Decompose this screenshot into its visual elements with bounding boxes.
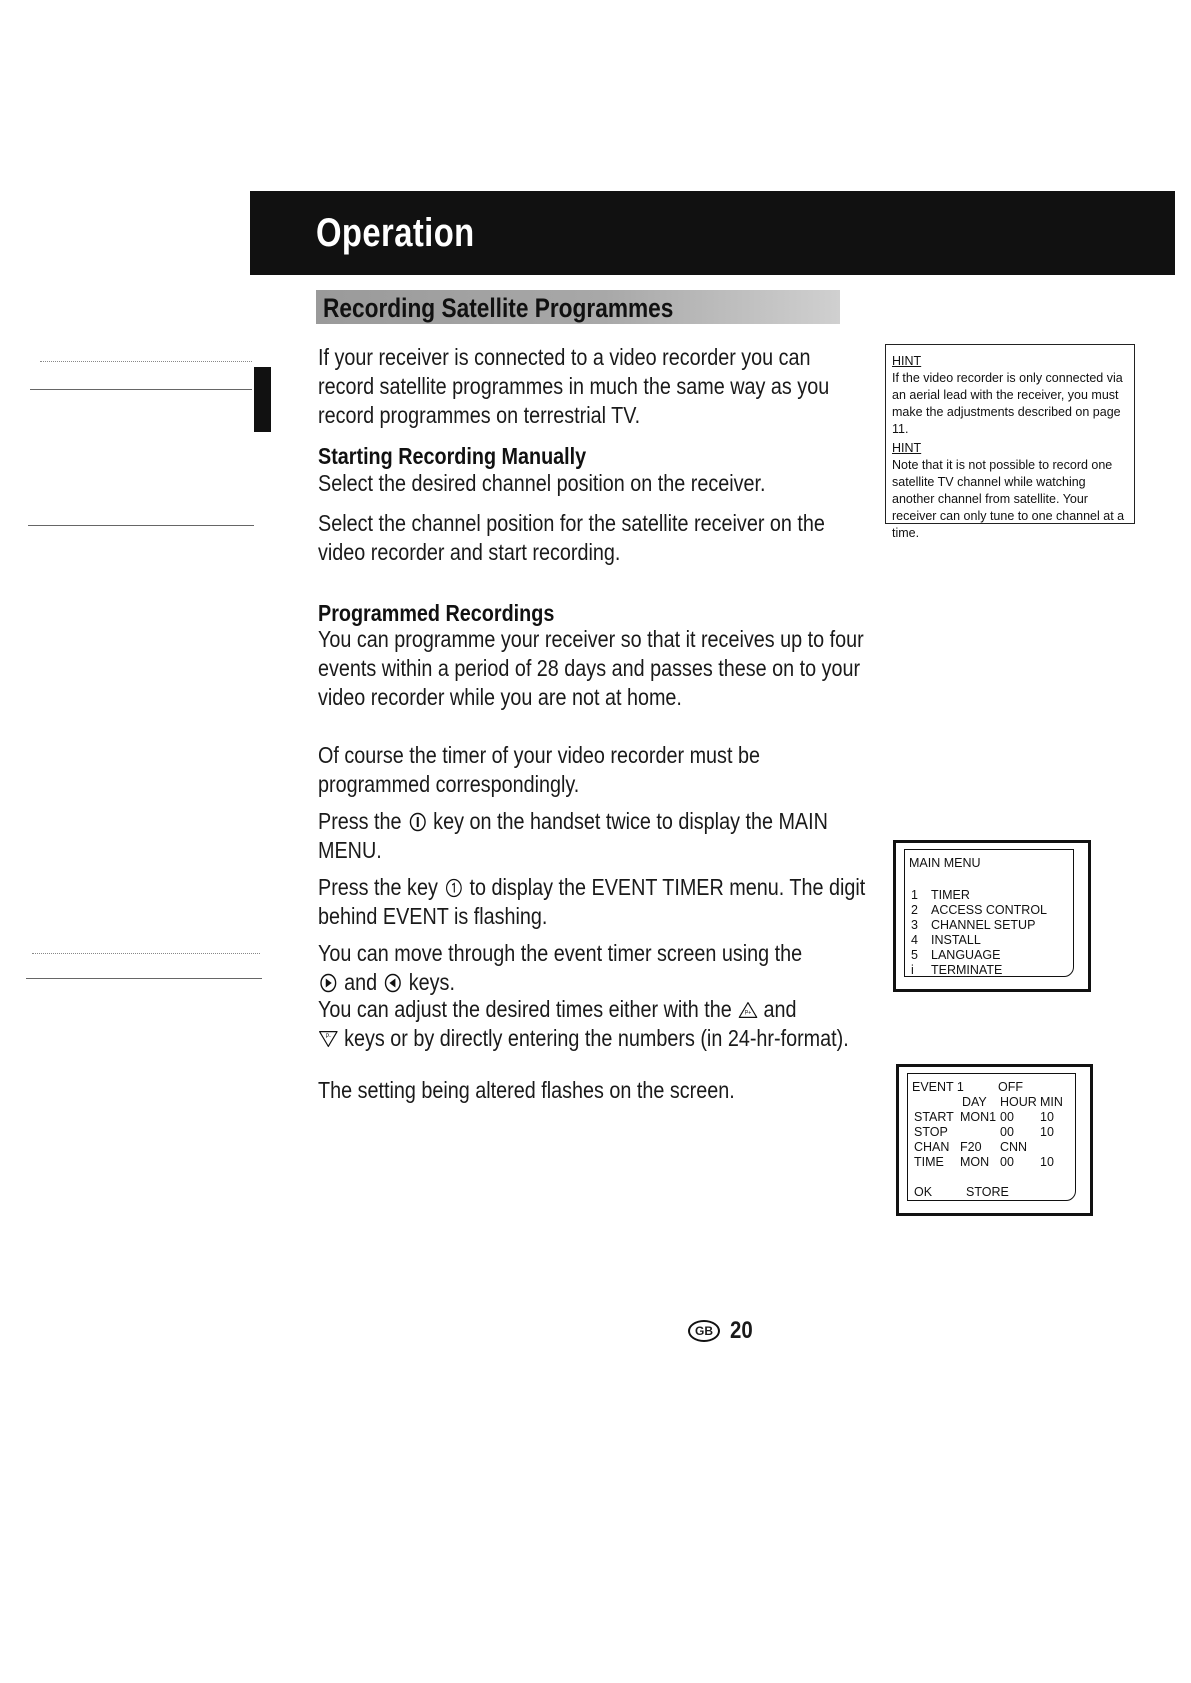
margin-rule [40, 361, 252, 362]
start-day: MON1 [960, 1110, 997, 1124]
p5-and: and [344, 969, 378, 995]
programmed-paragraph-2: Of course the timer of your video recorder must be programmed correspondingly. [318, 742, 760, 797]
main-menu-frame [904, 849, 1074, 977]
menu-item: 2 ACCESS CONTROL [911, 903, 1047, 917]
manual-paragraph-2: Select the channel position for the satellite receiver on the video recorder and start recording. [318, 510, 825, 565]
chan-label: CHAN [914, 1140, 950, 1154]
right-arrow-key-icon [318, 973, 339, 993]
intro-paragraph: If your receiver is connected to a video recorder you can record satellite programmes in much the same way as you record programmes on terrestrial TV. [318, 344, 830, 428]
p6-and: and [763, 996, 797, 1022]
hint-text: If the video recorder is only connected via an aerial lead with the receiver, you must make the adjustments described on page 11. [892, 371, 1123, 436]
time-min: 10 [1040, 1155, 1054, 1169]
page-number: 20 [730, 1317, 753, 1344]
programmed-paragraph-7: The setting being altered flashes on the screen. [318, 1077, 735, 1103]
page-title: Operation [316, 211, 475, 255]
menu-item: 1 TIMER [911, 888, 970, 902]
p3-before: Press the [318, 808, 402, 834]
col-min: MIN [1040, 1095, 1063, 1109]
main-menu-screen [893, 840, 1091, 992]
event-label: EVENT 1 [912, 1080, 964, 1094]
programmed-paragraph-4 [318, 873, 868, 931]
margin-rule [32, 953, 260, 954]
manual-paragraph-1: Select the desired channel position on the receiver. [318, 470, 766, 496]
programmed-paragraph-1: You can programme your receiver so that it receives up to four events within a period of 28 days and passes these on to your video recorder while you are not at home. [318, 626, 864, 710]
p4-before: Press the key [318, 874, 438, 900]
store-label: STORE [966, 1185, 1009, 1199]
margin-rule [26, 978, 262, 979]
start-min: 10 [1040, 1110, 1054, 1124]
left-arrow-key-icon [383, 973, 404, 993]
p6-before: You can adjust the desired times either with the [318, 996, 732, 1022]
stop-min: 10 [1040, 1125, 1054, 1139]
col-hour: HOUR [1000, 1095, 1037, 1109]
menu-item: i TERMINATE [911, 963, 1003, 977]
event-timer-screen [896, 1064, 1093, 1216]
start-label: START [914, 1110, 954, 1124]
hint-label: HINT [892, 354, 922, 368]
menu-item: 3 CHANNEL SETUP [911, 918, 1036, 932]
svg-text:P-: P- [325, 1033, 331, 1041]
p5-keys: keys. [408, 969, 455, 995]
ok-label: OK [914, 1185, 933, 1199]
p5-line1: You can move through the event timer screen using the [318, 940, 803, 966]
main-menu-title: MAIN MENU [909, 856, 981, 870]
programme-up-key-icon [737, 1000, 758, 1020]
time-hour: 00 [1000, 1155, 1014, 1169]
hint-text: Note that it is not possible to record one satellite TV channel while watching another channel from satellite. Your receiver can only tune to one channel at a time. [892, 458, 1125, 540]
key-one-icon [443, 878, 464, 898]
page-footer [688, 1317, 757, 1345]
stop-hour: 00 [1000, 1125, 1014, 1139]
menu-item: 4 INSTALL [911, 933, 981, 947]
margin-rule [28, 525, 254, 526]
chan-name: CNN [1000, 1140, 1028, 1154]
menu-item: 5 LANGUAGE [911, 948, 1001, 962]
programmed-heading: Programmed Recordings [318, 600, 555, 626]
section-title: Recording Satellite Programmes [323, 293, 674, 323]
programmed-paragraph-3 [318, 807, 868, 865]
time-label: TIME [914, 1155, 944, 1169]
info-key-icon [407, 812, 428, 832]
programme-down-key-icon [318, 1029, 339, 1049]
chan-pos: F20 [960, 1140, 982, 1154]
hint-box [885, 344, 1135, 540]
hint-label: HINT [892, 441, 922, 455]
p4-after: to display the EVENT TIMER menu. The digit behind EVENT is flashing. [318, 874, 866, 929]
margin-rule [30, 389, 252, 390]
programmed-paragraph-6 [318, 995, 868, 1053]
programmed-paragraph-5 [318, 939, 868, 997]
svg-text:P+: P+ [744, 1010, 751, 1017]
time-day: MON [960, 1155, 990, 1169]
start-hour: 00 [1000, 1110, 1014, 1124]
p3-after: key on the handset twice to display the MAIN MENU. [318, 808, 828, 863]
margin-marker [254, 367, 271, 432]
p6-after: keys or by directly entering the numbers (in 24-hr-format). [344, 1025, 849, 1051]
col-day: DAY [962, 1095, 987, 1109]
event-timer-frame [907, 1073, 1076, 1201]
event-state: OFF [998, 1080, 1023, 1094]
country-badge: GB [688, 1320, 720, 1342]
manual-heading: Starting Recording Manually [318, 443, 587, 469]
stop-label: STOP [914, 1125, 948, 1139]
